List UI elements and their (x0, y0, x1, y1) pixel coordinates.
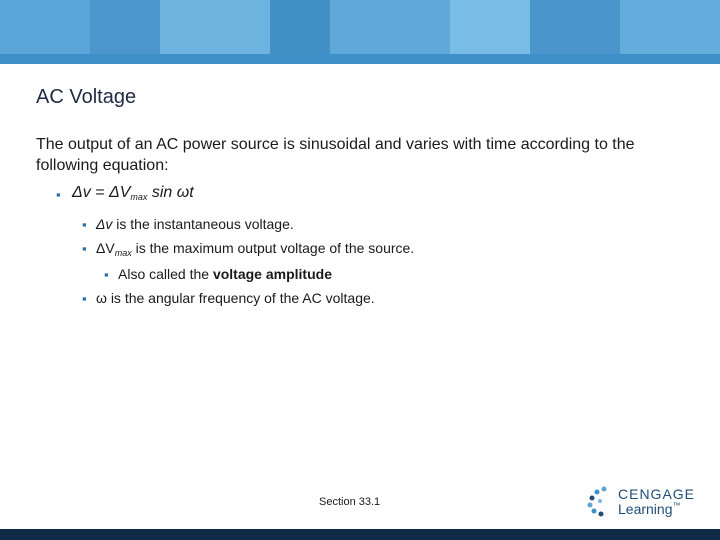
banner-tile (620, 0, 720, 54)
equation-rhs: sin ωt (147, 184, 194, 201)
header-banner (0, 0, 720, 64)
section-footer: Section 33.1 (319, 496, 381, 508)
bullet-angular-frequency (96, 290, 375, 306)
bullet-instantaneous (96, 216, 294, 232)
equation-lhs: Δv = ΔV (72, 184, 131, 201)
bullet-text: ω is the angular frequency of the AC voltage. (96, 290, 375, 306)
banner-tile (0, 0, 90, 54)
equation-line (72, 184, 194, 202)
bullet-square-icon: ▪ (104, 267, 109, 282)
bullet-symbol: ΔV (96, 240, 115, 256)
banner-tile (530, 0, 620, 54)
intro-paragraph: The output of an AC power source is sinusoidal and varies with time according to the following equation: (36, 136, 635, 174)
logo-word-cengage: CENGAGE (618, 486, 696, 502)
bottom-bar (0, 529, 720, 540)
bullet-text: is the maximum output voltage of the source. (131, 240, 415, 256)
banner-tile (160, 0, 270, 54)
bullet-square-icon: ▪ (82, 241, 87, 256)
bullet-square-icon: ▪ (82, 291, 87, 306)
bullet-voltage-amplitude (118, 266, 332, 282)
bullet-subscript: max (114, 248, 132, 258)
bullet-bold-term: voltage amplitude (212, 266, 332, 282)
logo-trademark: ™ (672, 501, 681, 510)
bullet-symbol: Δv (96, 216, 113, 232)
bullet-maximum (96, 240, 414, 258)
banner-tile (450, 0, 530, 54)
slide-title: AC Voltage (36, 86, 137, 108)
banner-tile (270, 0, 330, 54)
bullet-text: is the instantaneous voltage. (112, 216, 294, 232)
logo-learning-text: Learning (618, 501, 673, 517)
equation-subscript: max (130, 192, 148, 202)
bullet-square-icon: ▪ (56, 187, 61, 202)
cengage-logo (584, 484, 694, 518)
banner-tile (330, 0, 450, 54)
banner-stripe (0, 54, 720, 64)
banner-tile (90, 0, 160, 54)
bullet-text: Also called the (118, 266, 213, 282)
cengage-mark-icon (584, 484, 614, 518)
logo-word-learning (618, 501, 681, 517)
bullet-square-icon: ▪ (82, 217, 87, 232)
